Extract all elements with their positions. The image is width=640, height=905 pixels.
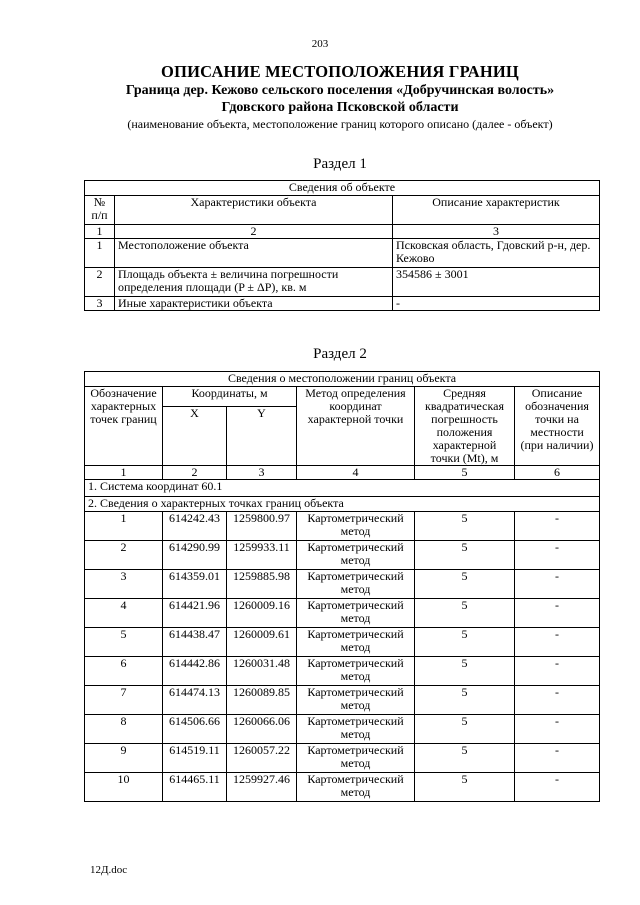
- point-error: 5: [415, 657, 515, 686]
- points-body: [85, 512, 600, 802]
- table-row: [85, 715, 600, 744]
- point-x: 614506.66: [163, 715, 227, 744]
- row-characteristic: Иные характеристики объекта: [115, 297, 393, 311]
- table-row: [85, 512, 600, 541]
- point-x: 614438.47: [163, 628, 227, 657]
- table-caption-row: [85, 372, 600, 387]
- table-caption-row: [85, 181, 600, 196]
- point-number: 6: [85, 657, 163, 686]
- points-caption-row: [85, 497, 600, 512]
- point-error: 5: [415, 628, 515, 657]
- column-number: 1: [85, 466, 163, 480]
- point-error: 5: [415, 715, 515, 744]
- point-description: -: [515, 541, 600, 570]
- coord-system: 1. Система координат 60.1: [85, 480, 600, 497]
- header-description: Описание характеристик: [393, 196, 600, 225]
- point-y: 1260089.85: [227, 686, 297, 715]
- header-point-description: Описание обозначения точки на местности (при наличии): [515, 387, 600, 466]
- section-2-title: Раздел 2: [313, 346, 367, 362]
- point-x: 614519.11: [163, 744, 227, 773]
- page-number: 203: [311, 38, 329, 50]
- column-number: 2: [115, 225, 393, 239]
- point-x: 614359.01: [163, 570, 227, 599]
- point-error: 5: [415, 744, 515, 773]
- point-y: 1260009.16: [227, 599, 297, 628]
- header-coordinates: Координаты, м: [163, 387, 297, 407]
- table-row: [85, 657, 600, 686]
- point-x: 614421.96: [163, 599, 227, 628]
- point-y: 1260031.48: [227, 657, 297, 686]
- point-description: -: [515, 599, 600, 628]
- point-error: 5: [415, 686, 515, 715]
- point-method: Картометрический метод: [297, 744, 415, 773]
- column-number: 4: [297, 466, 415, 480]
- header-error: Средняя квадратическая погрешность положения характерной точки (Mt), м: [415, 387, 515, 466]
- point-error: 5: [415, 541, 515, 570]
- column-number: 1: [85, 225, 115, 239]
- header-designation: Обозначение характерных точек границ: [85, 387, 163, 466]
- subtitle-line-2: Гдовского района Псковской области: [221, 100, 459, 115]
- point-description: -: [515, 570, 600, 599]
- header-row: [85, 196, 600, 225]
- point-method: Картометрический метод: [297, 715, 415, 744]
- row-number: 2: [85, 268, 115, 297]
- point-description: -: [515, 628, 600, 657]
- point-x: 614465.11: [163, 773, 227, 802]
- header-method: Метод определения координат характерной точки: [297, 387, 415, 466]
- row-characteristic: Местоположение объекта: [115, 239, 393, 268]
- table-row: [85, 541, 600, 570]
- table-row: [85, 686, 600, 715]
- column-number: 5: [415, 466, 515, 480]
- row-description: 354586 ± 3001: [393, 268, 600, 297]
- boundary-points-table: [84, 371, 600, 802]
- row-number: 3: [85, 297, 115, 311]
- header-y: Y: [227, 407, 297, 466]
- table-row: [85, 570, 600, 599]
- point-description: -: [515, 773, 600, 802]
- row-description: -: [393, 297, 600, 311]
- subtitle-line-1: Граница дер. Кежово сельского поселения «Добручинская волость»: [125, 83, 555, 98]
- header-characteristic: Характеристики объекта: [115, 196, 393, 225]
- point-description: -: [515, 512, 600, 541]
- table-caption: Сведения об объекте: [85, 181, 600, 196]
- point-number: 5: [85, 628, 163, 657]
- file-name-footer: 12Д.doc: [90, 864, 128, 876]
- section-1-title: Раздел 1: [313, 156, 367, 172]
- table-caption: Сведения о местоположении границ объекта: [85, 372, 600, 387]
- point-error: 5: [415, 599, 515, 628]
- point-method: Картометрический метод: [297, 686, 415, 715]
- point-number: 2: [85, 541, 163, 570]
- point-description: -: [515, 744, 600, 773]
- column-number: 3: [227, 466, 297, 480]
- point-number: 3: [85, 570, 163, 599]
- column-number: 3: [393, 225, 600, 239]
- row-description: Псковская область, Гдовский р-н, дер. Кежово: [393, 239, 600, 268]
- header-row: [85, 387, 600, 407]
- row-characteristic: Площадь объекта ± величина погрешности определения площади (P ± ΔP), кв. м: [115, 268, 393, 297]
- header-x: X: [163, 407, 227, 466]
- point-y: 1259933.11: [227, 541, 297, 570]
- point-number: 1: [85, 512, 163, 541]
- table-row: [85, 773, 600, 802]
- point-y: 1260009.61: [227, 628, 297, 657]
- point-description: -: [515, 686, 600, 715]
- row-number: 1: [85, 239, 115, 268]
- point-y: 1260057.22: [227, 744, 297, 773]
- object-info-table: [84, 180, 600, 311]
- table-row: [85, 628, 600, 657]
- point-x: 614242.43: [163, 512, 227, 541]
- table-row: [85, 599, 600, 628]
- points-caption: 2. Сведения о характерных точках границ объекта: [85, 497, 600, 512]
- point-method: Картометрический метод: [297, 599, 415, 628]
- point-method: Картометрический метод: [297, 657, 415, 686]
- header-number: № п/п: [85, 196, 115, 225]
- column-numbers-row: [85, 225, 600, 239]
- table-row: [85, 268, 600, 297]
- point-y: 1260066.06: [227, 715, 297, 744]
- column-number: 2: [163, 466, 227, 480]
- point-description: -: [515, 715, 600, 744]
- point-x: 614474.13: [163, 686, 227, 715]
- point-number: 4: [85, 599, 163, 628]
- point-error: 5: [415, 773, 515, 802]
- point-method: Картометрический метод: [297, 512, 415, 541]
- column-number: 6: [515, 466, 600, 480]
- point-x: 614442.86: [163, 657, 227, 686]
- point-method: Картометрический метод: [297, 541, 415, 570]
- point-description: -: [515, 657, 600, 686]
- point-method: Картометрический метод: [297, 628, 415, 657]
- point-number: 9: [85, 744, 163, 773]
- document-title: ОПИСАНИЕ МЕСТОПОЛОЖЕНИЯ ГРАНИЦ: [161, 62, 519, 81]
- point-y: 1259927.46: [227, 773, 297, 802]
- point-number: 10: [85, 773, 163, 802]
- column-numbers-row: [85, 466, 600, 480]
- coord-system-row: [85, 480, 600, 497]
- table-row: [85, 239, 600, 268]
- point-method: Картометрический метод: [297, 570, 415, 599]
- point-error: 5: [415, 512, 515, 541]
- point-number: 7: [85, 686, 163, 715]
- point-method: Картометрический метод: [297, 773, 415, 802]
- point-error: 5: [415, 570, 515, 599]
- point-number: 8: [85, 715, 163, 744]
- point-x: 614290.99: [163, 541, 227, 570]
- table-row: [85, 744, 600, 773]
- object-note: (наименование объекта, местоположение границ которого описано (далее - объект): [127, 117, 553, 131]
- table-row: [85, 297, 600, 311]
- point-y: 1259800.97: [227, 512, 297, 541]
- point-y: 1259885.98: [227, 570, 297, 599]
